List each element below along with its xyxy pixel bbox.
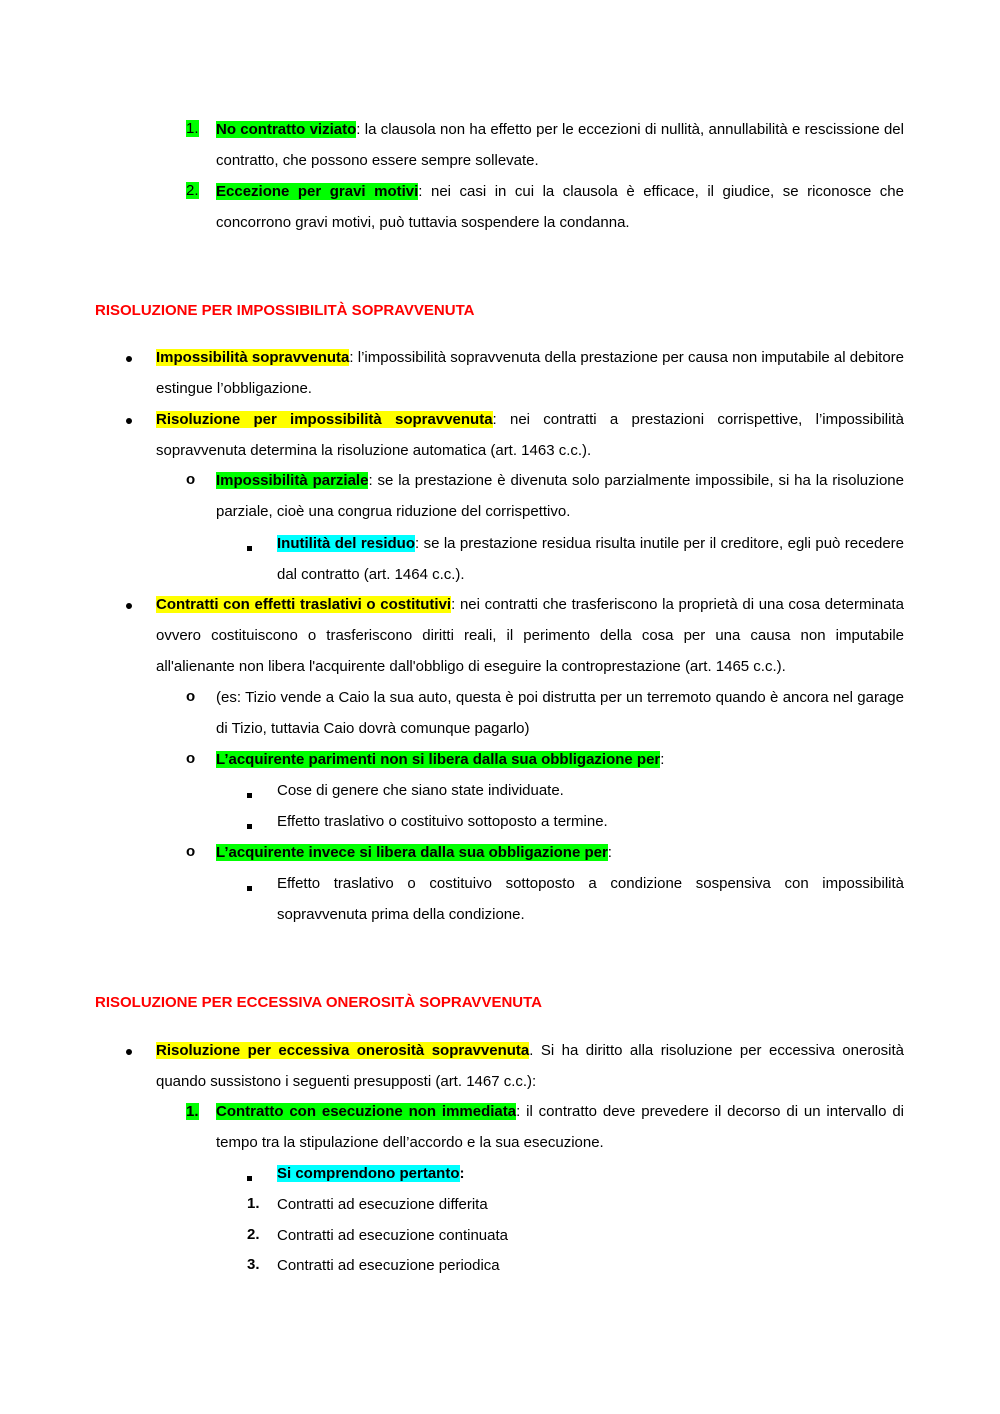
- list-item: [216, 176, 904, 238]
- section-heading: RISOLUZIONE PER IMPOSSIBILITÀ SOPRAVVENUTA: [95, 302, 475, 319]
- list-item: [156, 342, 904, 404]
- bullet-icon: [126, 1042, 132, 1059]
- list-item: Cose di genere che siano state individuate.: [277, 782, 564, 799]
- list-item: Contratti ad esecuzione continuata: [277, 1227, 508, 1244]
- bullet-icon: [126, 411, 132, 428]
- bullet-icon: [126, 349, 132, 366]
- list-number: 2.: [186, 182, 199, 199]
- term: No contratto viziato: [216, 121, 357, 138]
- list-item: (es: Tizio vende a Caio la sua auto, questa è poi distrutta per un terremoto quando è ancora nel garage di Tizio, tuttavia Caio dovrà comunque pagarlo): [216, 689, 904, 737]
- list-item: [216, 1096, 904, 1158]
- item-text: : se la prestazione è divenuta solo parzialmente impossibile, si ha la risoluzione parziale, cioè una congrua riduzione del corrispettivo.: [216, 472, 904, 520]
- list-item: [216, 837, 904, 868]
- item-text: : il contratto deve prevedere il decorso di un intervallo di tempo tra la stipulazione dell’accordo e la sua esecuzione.: [216, 1103, 904, 1151]
- square-bullet-icon: [247, 538, 252, 555]
- section-heading: RISOLUZIONE PER ECCESSIVA ONEROSITÀ SOPRAVVENUTA: [95, 994, 542, 1011]
- list-item: Contratti ad esecuzione periodica: [277, 1257, 500, 1274]
- square-bullet-icon: [247, 878, 252, 895]
- term: Inutilità del residuo: [277, 535, 415, 552]
- sub-bullet-icon: o: [186, 688, 196, 705]
- term: Risoluzione per impossibilità sopravvenuta: [156, 411, 493, 428]
- list-item: [277, 528, 904, 590]
- item-text: . Si ha diritto alla risoluzione per eccessiva onerosità quando sussistono i seguenti presupposti (art. 1467 c.c.):: [156, 1042, 905, 1090]
- sub-bullet-icon: o: [186, 843, 196, 860]
- list-item: [216, 465, 904, 527]
- square-bullet-icon: [247, 816, 252, 833]
- item-text: : l’impossibilità sopravvenuta della prestazione per causa non imputabile al debitore estingue l’obbligazione.: [156, 349, 904, 397]
- list-item: [156, 404, 904, 466]
- item-text: : nei contratti a prestazioni corrispettive, l’impossibilità sopravvenuta determina la risoluzione automatica (art. 1463 c.c.).: [156, 411, 904, 459]
- list-number: 2.: [247, 1226, 260, 1243]
- list-item: Contratti ad esecuzione differita: [277, 1196, 488, 1213]
- term: Impossibilità parziale: [216, 472, 369, 489]
- term: Si comprendono pertanto: [277, 1165, 460, 1182]
- item-text: : la clausola non ha effetto per le eccezioni di nullità, annullabilità e rescissione del contratto, che possono essere sempre sollevate.: [216, 121, 904, 169]
- list-item: [216, 114, 904, 176]
- sub-bullet-icon: o: [186, 750, 196, 767]
- item-text: : se la prestazione residua risulta inutile per il creditore, egli può recedere dal contratto (art. 1464 c.c.).: [277, 535, 904, 583]
- item-text: :: [607, 844, 612, 861]
- list-number: 3.: [247, 1256, 260, 1273]
- list-number: 1.: [247, 1195, 260, 1212]
- bullet-icon: [126, 596, 132, 613]
- term: Contratti con effetti traslativi o costitutivi: [156, 596, 452, 613]
- list-item: Effetto traslativo o costituivo sottoposto a condizione sospensiva con impossibilità sopravvenuta prima della condizione.: [277, 875, 904, 923]
- item-text: :: [459, 1165, 465, 1182]
- term: L’acquirente invece si libera dalla sua obbligazione per: [216, 844, 608, 861]
- term: Impossibilità sopravvenuta: [156, 349, 350, 366]
- list-item: [216, 744, 904, 775]
- term: Eccezione per gravi motivi: [216, 183, 419, 200]
- list-item: [156, 1035, 904, 1097]
- sub-bullet-icon: o: [186, 471, 196, 488]
- term: Risoluzione per eccessiva onerosità sopravvenuta: [156, 1042, 530, 1059]
- square-bullet-icon: [247, 785, 252, 802]
- term: L’acquirente parimenti non si libera dalla sua obbligazione per: [216, 751, 661, 768]
- item-text: : nei casi in cui la clausola è efficace, il giudice, se riconosce che concorrono gravi motivi, può tuttavia sospendere la condanna.: [216, 183, 904, 231]
- square-bullet-icon: [247, 1168, 252, 1185]
- list-item: Effetto traslativo o costituivo sottoposto a termine.: [277, 813, 608, 830]
- term: Contratto con esecuzione non immediata: [216, 1103, 517, 1120]
- list-number: 1.: [186, 1103, 199, 1120]
- item-text: :: [660, 751, 665, 768]
- list-number: 1.: [186, 120, 199, 137]
- list-item: [156, 589, 904, 682]
- item-text: : nei contratti che trasferiscono la proprietà di una cosa determinata ovvero costituiscono o trasferiscono diritti reali, il perimento della cosa per una causa non imputabile all'alienante non libera l'acquirente dall'obbligo di eseguire la controprestazione (art. 1465 c.c.).: [156, 596, 904, 675]
- list-item: [277, 1158, 904, 1189]
